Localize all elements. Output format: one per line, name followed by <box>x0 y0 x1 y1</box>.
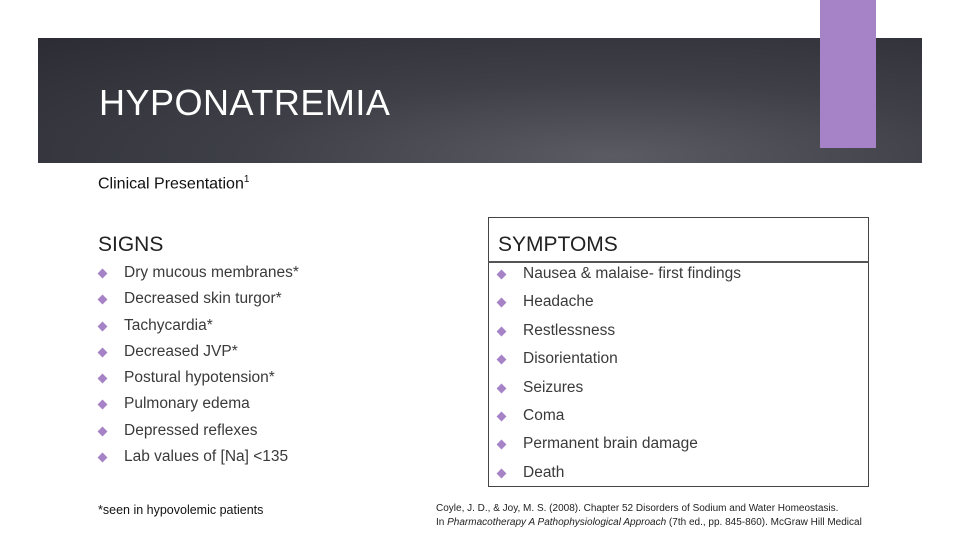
signs-list <box>98 264 299 474</box>
diamond-bullet-icon <box>497 270 507 280</box>
citation-book-title: Pharmacotherapy A Pathophysiological Approach <box>447 517 667 528</box>
slide-subtitle <box>98 169 298 194</box>
citation-line-2 <box>436 516 936 530</box>
signs-list-item <box>98 317 299 343</box>
symptoms-item-text: Death <box>523 463 565 481</box>
signs-list-item <box>98 395 299 421</box>
signs-item-text: Depressed reflexes <box>124 421 258 439</box>
symptoms-item-text: Restlessness <box>523 321 616 339</box>
signs-item-text: Dry mucous membranes* <box>124 264 299 281</box>
symptoms-item-text: Seizures <box>523 378 584 396</box>
diamond-bullet-icon <box>98 295 108 305</box>
diamond-bullet-icon <box>98 347 108 357</box>
signs-list-item <box>98 343 299 369</box>
subtitle-superscript: 1 <box>243 174 250 185</box>
symptoms-list-item <box>497 379 741 407</box>
citation-line-1: Coyle, J. D., & Joy, M. S. (2008). Chapter 52 Disorders of Sodium and Water Homeostasis. <box>436 503 839 514</box>
diamond-bullet-icon <box>98 321 108 331</box>
symptoms-list-item <box>497 407 741 435</box>
symptoms-list-item <box>497 464 741 492</box>
signs-item-text: Decreased skin turgor* <box>124 290 282 308</box>
diamond-bullet-icon <box>98 426 108 436</box>
symptoms-list-item <box>497 350 741 378</box>
signs-item-text: Pulmonary edema <box>124 395 250 413</box>
symptoms-item-text: Disorientation <box>523 350 618 368</box>
diamond-bullet-icon <box>497 468 507 478</box>
symptoms-heading-divider <box>488 261 869 263</box>
symptoms-list-item <box>497 265 741 293</box>
signs-list-item <box>98 422 299 448</box>
diamond-bullet-icon <box>98 453 108 463</box>
signs-item-text: Tachycardia* <box>124 316 213 334</box>
signs-item-text: Postural hypotension* <box>124 369 275 387</box>
subtitle-text: Clinical Presentation <box>98 175 244 193</box>
footnote: *seen in hypovolemic patients <box>98 503 264 517</box>
symptoms-heading: SYMPTOMS <box>498 233 618 256</box>
citation-prefix: In <box>436 517 448 528</box>
diamond-bullet-icon <box>497 326 507 336</box>
diamond-bullet-icon <box>497 440 507 450</box>
symptoms-list-item <box>497 435 741 463</box>
citation-suffix: (7th ed., pp. 845-860). McGraw Hill Medical <box>666 517 862 528</box>
symptoms-list-item <box>497 293 741 321</box>
signs-item-text: Decreased JVP* <box>124 342 238 360</box>
signs-list-item <box>98 369 299 395</box>
signs-list-item <box>98 290 299 316</box>
symptoms-item-text: Headache <box>523 293 594 311</box>
symptoms-item-text: Nausea & malaise- first findings <box>523 265 741 282</box>
diamond-bullet-icon <box>98 374 108 384</box>
symptoms-item-text: Coma <box>523 406 565 424</box>
accent-bar <box>820 0 876 148</box>
diamond-bullet-icon <box>497 383 507 393</box>
signs-heading: SIGNS <box>98 233 164 256</box>
diamond-bullet-icon <box>497 355 507 365</box>
symptoms-list-item <box>497 322 741 350</box>
symptoms-list <box>497 265 741 492</box>
diamond-bullet-icon <box>497 412 507 422</box>
diamond-bullet-icon <box>497 298 507 308</box>
symptoms-item-text: Permanent brain damage <box>523 435 698 453</box>
signs-list-item <box>98 448 299 474</box>
slide-title: HYPONATREMIA <box>99 82 391 123</box>
citation <box>436 502 936 530</box>
diamond-bullet-icon <box>98 269 108 279</box>
signs-list-item <box>98 264 299 290</box>
signs-item-text: Lab values of [Na] <135 <box>124 448 289 466</box>
diamond-bullet-icon <box>98 400 108 410</box>
